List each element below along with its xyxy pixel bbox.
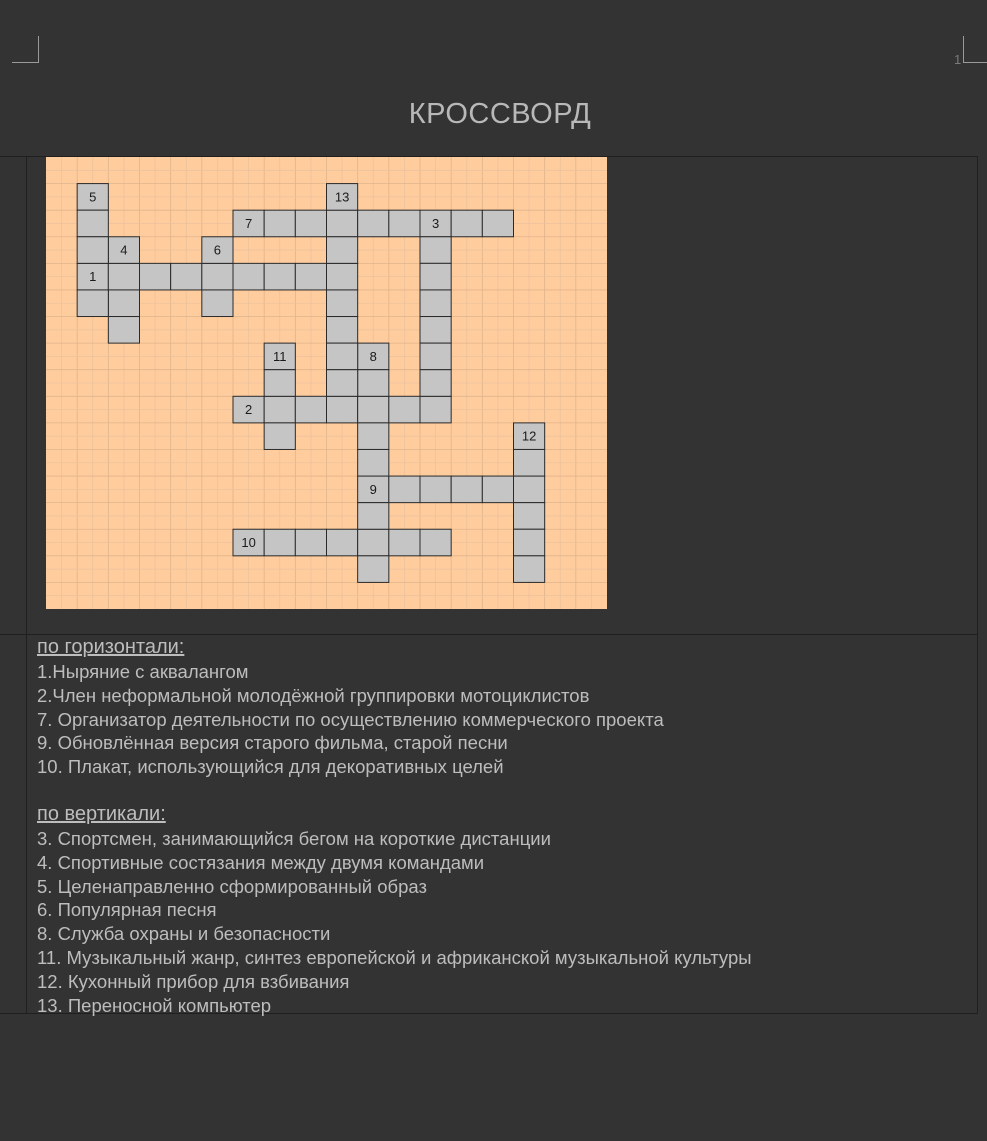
crossword-cell[interactable] — [264, 529, 295, 556]
crossword-cell[interactable] — [108, 317, 139, 344]
crossword-cell[interactable] — [327, 343, 358, 370]
crossword-cell[interactable] — [358, 556, 389, 583]
crossword-cell[interactable] — [420, 237, 451, 264]
crossword-grid — [46, 157, 607, 609]
crossword-cell[interactable] — [420, 263, 451, 290]
crossword-cell[interactable] — [451, 476, 482, 503]
across-clue: 9. Обновлённая версия старого фильма, старой песни — [37, 732, 508, 754]
down-clue: 11. Музыкальный жанр, синтез европейской и африканской музыкальной культуры — [37, 946, 752, 968]
crossword-cell[interactable] — [233, 263, 264, 290]
down-clue: 12. Кухонный прибор для взбивания — [37, 970, 350, 992]
page-title: КРОССВОРД — [408, 98, 592, 130]
crossword-cell[interactable] — [420, 529, 451, 556]
clue-number-5: 5 — [89, 189, 97, 205]
crossword-cell[interactable] — [327, 396, 358, 423]
crossword-cell[interactable] — [295, 210, 326, 237]
crossword-cell[interactable] — [420, 343, 451, 370]
crossword-cell[interactable] — [108, 263, 139, 290]
clue-number-12: 12 — [521, 428, 537, 444]
clues-spacer — [37, 779, 967, 801]
crossword-cell[interactable] — [202, 290, 233, 317]
crossword-cell[interactable] — [420, 476, 451, 503]
crossword-cell[interactable] — [358, 529, 389, 556]
crossword-cell[interactable] — [389, 210, 420, 237]
crossword-cell[interactable] — [358, 370, 389, 397]
crossword-cell[interactable] — [77, 237, 108, 264]
crossword-cell[interactable] — [358, 396, 389, 423]
crossword-cell[interactable] — [140, 263, 171, 290]
down-clue: 4. Спортивные состязания между двумя командами — [37, 851, 485, 873]
across-heading: по горизонтали: — [37, 636, 185, 658]
down-clue: 13. Переносной компьютер — [37, 994, 272, 1016]
crossword-cell[interactable] — [327, 237, 358, 264]
crossword-cell[interactable] — [482, 210, 513, 237]
crossword-cell[interactable] — [264, 396, 295, 423]
crossword-cell[interactable] — [514, 556, 545, 583]
crossword-cell[interactable] — [327, 263, 358, 290]
down-heading: по вертикали: — [37, 802, 166, 825]
crossword-cell[interactable] — [514, 476, 545, 503]
crossword-cell[interactable] — [327, 529, 358, 556]
down-clue: 5. Целенаправленно сформированный образ — [37, 875, 427, 897]
crossword-cell[interactable] — [420, 317, 451, 344]
crossword-cell[interactable] — [420, 370, 451, 397]
page-corner-mark-top-left — [12, 36, 39, 63]
across-clue: 1.Ныряние с аквалангом — [37, 661, 249, 682]
crossword-cell[interactable] — [327, 370, 358, 397]
crossword-cell[interactable] — [77, 210, 108, 237]
crossword-cell[interactable] — [451, 210, 482, 237]
crossword-cell[interactable] — [514, 503, 545, 530]
crossword-cell[interactable] — [358, 503, 389, 530]
across-clue: 2.Член неформальной молодёжной группировки мотоциклистов — [37, 684, 590, 706]
clue-number-6: 6 — [213, 242, 222, 258]
down-clue: 8. Служба охраны и безопасности — [37, 923, 331, 945]
table-column-divider — [26, 156, 27, 1014]
clue-number-9: 9 — [369, 481, 377, 497]
crossword-cell[interactable] — [77, 290, 108, 317]
crossword-cell[interactable] — [202, 263, 233, 290]
crossword-cell[interactable] — [264, 423, 295, 450]
crossword-cell[interactable] — [295, 263, 326, 290]
down-clue: 6. Популярная песня — [37, 899, 217, 921]
crossword-cell[interactable] — [264, 210, 295, 237]
crossword-cell[interactable] — [389, 476, 420, 503]
crossword-cell[interactable] — [264, 263, 295, 290]
crossword-cell[interactable] — [108, 290, 139, 317]
crossword-cell[interactable] — [482, 476, 513, 503]
clue-number-2: 2 — [244, 402, 253, 418]
clues-section — [37, 634, 967, 1017]
crossword-cell[interactable] — [514, 529, 545, 556]
table-border-right — [977, 156, 978, 1014]
clue-number-11: 11 — [273, 348, 287, 364]
clue-number-1: 1 — [89, 269, 97, 285]
crossword-cell[interactable] — [358, 423, 389, 450]
clue-number-3: 3 — [431, 215, 440, 231]
clue-number-10: 10 — [241, 535, 256, 551]
crossword-cell[interactable] — [389, 529, 420, 556]
crossword-cell[interactable] — [327, 290, 358, 317]
crossword-cell[interactable] — [171, 263, 202, 290]
crossword-cell[interactable] — [358, 449, 389, 476]
clue-number-7: 7 — [244, 215, 253, 231]
crossword-cell[interactable] — [389, 396, 420, 423]
across-clue: 7. Организатор деятельности по осуществлению коммерческого проекта — [37, 708, 664, 730]
crossword-cell[interactable] — [295, 529, 326, 556]
crossword-cell[interactable] — [295, 396, 326, 423]
crossword-cell[interactable] — [327, 317, 358, 344]
across-clue: 10. Плакат, использующийся для декоративных целей — [37, 756, 504, 778]
crossword-cell[interactable] — [358, 210, 389, 237]
page-corner-mark-top-right — [963, 36, 987, 63]
crossword-cell[interactable] — [514, 449, 545, 476]
clue-number-13: 13 — [334, 189, 350, 205]
clue-number-8: 8 — [369, 348, 377, 364]
crossword-cell[interactable] — [327, 210, 358, 237]
down-clue: 3. Спортсмен, занимающийся бегом на короткие дистанции — [37, 827, 551, 849]
crossword-cell[interactable] — [420, 396, 451, 423]
crossword-cell[interactable] — [264, 370, 295, 397]
page-number: 1 — [954, 52, 962, 67]
crossword-svg — [46, 157, 607, 609]
clue-number-4: 4 — [120, 242, 128, 258]
crossword-cell[interactable] — [420, 290, 451, 317]
